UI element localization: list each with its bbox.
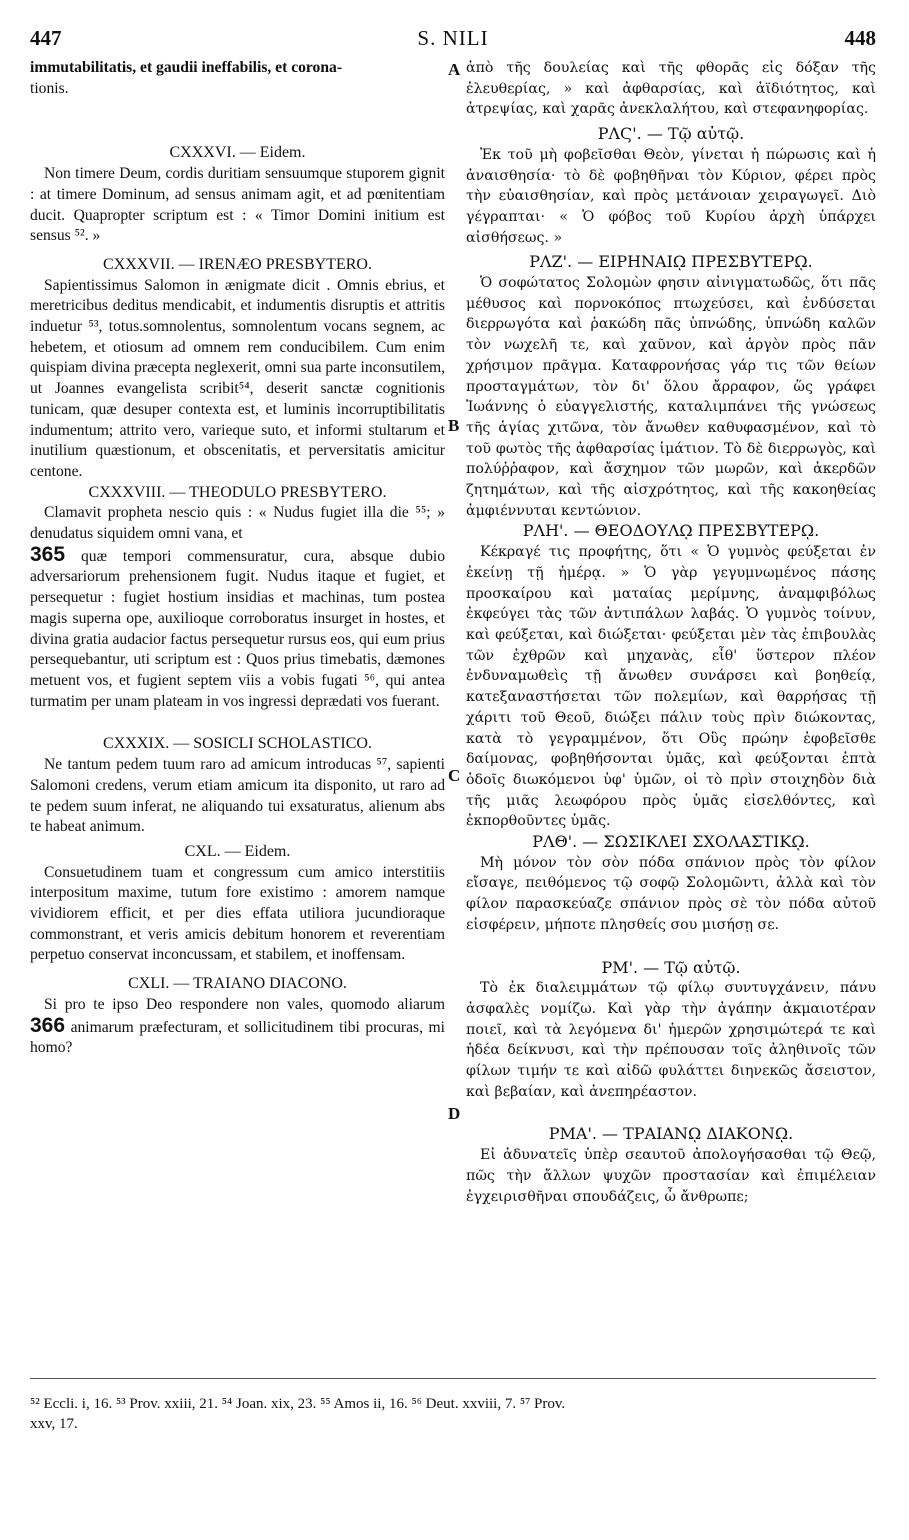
- latin-paragraph-138-start: Clamavit propheta nescio quis : « Nudus fugiet illa die ⁵⁵; » denudatus siquidem omni vana, et: [30, 504, 445, 543]
- greek-column: [466, 58, 876, 1207]
- greek-paragraph-137: Ὁ σοφώτατος Σολομὼν φησιν αἰνιγματωδῶς, ὅτι πᾶς μέθυσος καὶ πορνοκόπος πτωχεύσει, καὶ ἐνδύσεται διερρωγότα καὶ ῥακώδη πᾶς ὑπνώδης, ὑπνώδη καλῶν τὸν νωχελῆ τε, καὶ χαῦνον, καὶ ἀργὸν πρὸς πᾶν χρήσιμον πρᾶγμα. Καταφρονήσας γάρ τις τῶν θείων προσταγμάτων, τὸν δι' ὅλου ἄρραφον, ὥς γράφει Ἰωάννης ὁ εὐαγγελιστής, καταλιμπάνει τῆς γνώσεως τῆς ἁγίας χιτῶνα, τὸν ἄνωθεν καθυφασμένον, καὶ τὸ τοῦ φωτὸς τῆς ἀφθαρσίας ἱμάτιον. Τὸ δὲ διερρωγὸς, καὶ πολύῤῥαφον, καὶ ἄσχημον τῶν μωρῶν, καὶ ἀκερδῶν ζητημάτων, καὶ τῆς αἰσχρότητος, καὶ τῆς κακοηθείας ἀμφιέννυται κεντώνιον.: [466, 275, 876, 519]
- greek-paragraph-136: Ἐκ τοῦ μὴ φοβεῖσθαι Θεὸν, γίνεται ἡ πώρωσις καὶ ἡ ἀναισθησία· τὸ δὲ φοβηθῆναι τὸν Κύριον, φέρει πρὸς τὴν εὐαισθησίαν, καὶ πρὸς μετάνοιαν χειραγωγεῖ. Διὸ γέγραπται· « Ὁ φόβος τοῦ Κυρίου ἀρχὴ ὑπάρχει αἰσθήσεως. »: [466, 146, 876, 246]
- greek-continuation: ἀπὸ τῆς δουλείας καὶ τῆς φθορᾶς εἰς δόξαν τῆς ἐλευθερίας, » καὶ ἀφθαρσίας, καὶ ἀϊδιότητος, καὶ ἀτρεψίας, καὶ χαρᾶς ἀνεκλαλήτου, καὶ στεφανηφορίας.: [466, 60, 876, 118]
- latin-column: [30, 58, 445, 1059]
- footnotes: [30, 1394, 876, 1434]
- margin-letter-c: C: [448, 766, 461, 785]
- greek-paragraph-138: Κέκραγέ τις προφήτης, ὅτι « Ὁ γυμνὸς φεύξεται ἐν ἐκείνῃ τῇ ἡμέρᾳ. » Ὁ γὰρ γεγυμνωμένος πάσης προσκαίρου καὶ ματαίας μερίμνης, ἀναμφιβόλως ἐκφεύγει τὰς τῶν ἀντιπάλων λαβάς. Ὁ γυμνὸς τοίνυν, καὶ φεύξεται, καὶ διώξεται· φεύξεται μὲν τὰς ἐπιβουλὰς τῶν ἐχθρῶν καὶ μηχανὰς, εἶθ' ὕστερον πλέον ἐνδυναμωθεὶς τῇ ἄνωθεν συνάρσει καὶ βοηθείᾳ, κατεξαναστήσεται τῶν πολεμίων, καὶ θαρρήσας τῇ χάριτι τοῦ Θεοῦ, διώξει πάλιν τοὺς πρὶν διώκοντας, κατὰ τὸ γεγραμμένον, ὅτι Οὓς πρώην ἐφοβεῖσθε δαίμονας, φοβηθήσονται ὑμᾶς, καὶ φεύξονται ἑπτὰ ὁδοῖς διωκόμενοι ὑφ' ὑμῶν, οἱ τὸ πρὶν στοιχηδὸν διὰ τῆς μιᾶς λεωφόρου πρὸς ὑμᾶς εἰσελθόντες, καὶ ἐκπορθοῦντες ὑμᾶς.: [466, 544, 876, 830]
- greek-heading-137: ΡΛΖ'. — ΕΙΡΗΝΑΙῼ ΠΡΕΣΒΥΤΕΡῼ.: [529, 252, 813, 272]
- latin-paragraph-137: Sapientissimus Salomon in ænigmate dicit . Omnis ebrius, et meretricibus deditus mendicabit, et indumentis disruptis et attritis induetur ⁵³, totus.somnolentus, somnolentum vocans segnem, ac hebetem, et otiosum ad omnem rem conducibilem. Cum enim quispiam divina præcepta neglexerit, omni sua parte inconsutilem, ut Joannes evangelista scribit⁵⁴, deserit sanctæ cognitionis tunicam, quæ desuper contexta est, et luminis incorruptibilitatis indumentum; attrito vero, varieque suto, et informi stultarum et inutilium quæstionum, et obscenitatis, et perversitatis amicitur centone.: [30, 276, 445, 480]
- footnotes-line-2: xxv, 17.: [30, 1416, 78, 1432]
- latin-heading-141: CXLI. — TRAIANO DIACONO.: [128, 975, 347, 993]
- latin-paragraph-141: [30, 995, 445, 1059]
- greek-heading-140: ΡΜ'. — Τῷ αὐτῷ.: [601, 957, 741, 977]
- latin-heading-138: CXXXVIII. — THEODULO PRESBYTERO.: [88, 483, 387, 501]
- latin-heading-136: CXXXVI. — Eidem.: [169, 144, 306, 162]
- page-number-left: 447: [30, 26, 62, 50]
- margin-letter-a: A: [448, 60, 461, 79]
- greek-paragraph-141: Εἰ ἀδυνατεῖς ὑπὲρ σεαυτοῦ ἀπολογήσασθαι τῷ Θεῷ, πῶς τὴν ἄλλων ψυχῶν προστασίαν καὶ ἐπιμέλειαν ἐγχειρισθῆναι σπουδάζεις, ὦ ἄνθρωπε;: [466, 1147, 876, 1205]
- latin-paragraph-138-rest: quæ tempori commensuratur, cura, absque dubio adversariorum prehensionem fugit. Nudus itaque et fugiet, et persequetur : fugiet hostium insidias et machinas, tum postea magis superna ope, auxilioque corroboratus insurget in hostes, et divina gratia audacior factus persequetur rursus eos, qui eum prius persequebantur, uti scriptum est : Quos prius timebatis, dæmones metuent vos, et fugient septem viis a vobis fugati ⁵⁶, qui antea turmatim per unam plateam in vos ingressi deprædati vos fuerant.: [30, 547, 445, 710]
- greek-heading-136: ΡΛϚ'. — Τῷ αὐτῷ.: [597, 124, 745, 144]
- greek-heading-141: ΡΜΑ'. — ΤΡΑΙΑΝῼ ΔΙΑΚΟΝῼ.: [548, 1124, 794, 1144]
- column-number-366: 366: [30, 1013, 66, 1037]
- margin-letter-b: B: [448, 416, 460, 435]
- greek-heading-138: ΡΛΗ'. — ΘΕΟΔΟΥΛῼ ΠΡΕΣΒΥΤΕΡῼ.: [522, 521, 820, 541]
- column-number-365: 365: [30, 542, 66, 566]
- greek-paragraph-139: Μὴ μόνον τὸν σὸν πόδα σπάνιον πρὸς τὸν φίλον εἴσαγε, πειθόμενος τῷ σοφῷ Σολομῶντι, ἀλλὰ καὶ τὸν φίλον παρασκεύαζε σπάνιον πρὸς σὲ τὸν πόδα αὐτοῦ εἰσφέρειν, μήποτε πλησθείς σου μισήσῃ σε.: [466, 854, 876, 933]
- latin-paragraph-141-rest: animarum præfecturam, et sollicitudinem tibi procuras, mi homo?: [30, 1018, 445, 1057]
- margin-letter-d: D: [448, 1104, 461, 1123]
- latin-continuation-line: immutabilitatis, et gaudii ineffabilis, et corona-: [30, 59, 343, 76]
- latin-heading-139: CXXXIX. — SOSICLI SCHOLASTICO.: [103, 735, 372, 753]
- latin-paragraph-141-start: Si pro te ipso Deo respondere non vales, quomodo aliarum: [44, 995, 445, 1013]
- footnotes-line-1: ⁵² Eccli. i, 16. ⁵³ Prov. xxiii, 21. ⁵⁴ Joan. xix, 23. ⁵⁵ Amos ii, 16. ⁵⁶ Deut. xxviii, 7. ⁵⁷ Prov.: [30, 1396, 566, 1412]
- latin-continuation-end: tionis.: [30, 79, 69, 97]
- latin-heading-140: CXL. — Eidem.: [184, 842, 291, 860]
- running-title: S. NILI: [417, 26, 489, 50]
- page-number-right: 448: [844, 26, 876, 50]
- latin-paragraph-136: Non timere Deum, cordis duritiam sensuumque stuporem gignit : at timere Dominum, ad sensus animam agit, et ad pœnitentiam ducit. Quapropter scriptum est : « Timor Domini initium est sensus ⁵². »: [30, 165, 445, 245]
- greek-paragraph-140: Τὸ ἐκ διαλειμμάτων τῷ φίλῳ συντυγχάνειν, πάνυ ἀσφαλὲς νομίζω. Καὶ γὰρ τὴν ἀγάπην ἀκμαιοτέραν ποιεῖ, καὶ τὰ λεγόμενα δι' ἡμερῶν χρησιμώτερά τε καὶ ἡδέα δείκνυσι, καὶ τὴν πρέπουσαν τοῖς ἀληθινοῖς τῶν φίλων τιμήν τε καὶ αἰδῶ φυλάττει διηνεκῶς ἄσειστον, καὶ βεβαίαν, καὶ ἀνεπηρέαστον.: [466, 980, 876, 1100]
- latin-paragraph-139: Ne tantum pedem tuum raro ad amicum introducas ⁵⁷, sapienti Salomoni credens, verum etiam amicum ita disponito, ut raro ad te pedem suum inferat, ne aliquando tui exsaturatus, alienum abs te habeat animum.: [30, 756, 445, 836]
- latin-paragraph-138: [30, 503, 445, 712]
- footnote-divider: [30, 1378, 876, 1379]
- greek-heading-139: ΡΛΘ'. — ΣΩΣΙΚΛΕΙ ΣΧΟΛΑΣΤΙΚῼ.: [532, 832, 810, 852]
- page-header: [30, 26, 876, 56]
- latin-heading-137: CXXXVII. — IRENÆO PRESBYTERO.: [103, 255, 372, 273]
- latin-paragraph-140: Consuetudinem tuam et congressum cum amico interstitiis interpositum maxime, tutum fore existimo : amorem namque vividiorem efficit, et per dies effata utiliora jucundioraque commonstrant, et veris amicis debitum honorem et reverentiam perpetuo conservat inconcussam, et stabilem, et inoffensam.: [30, 863, 445, 964]
